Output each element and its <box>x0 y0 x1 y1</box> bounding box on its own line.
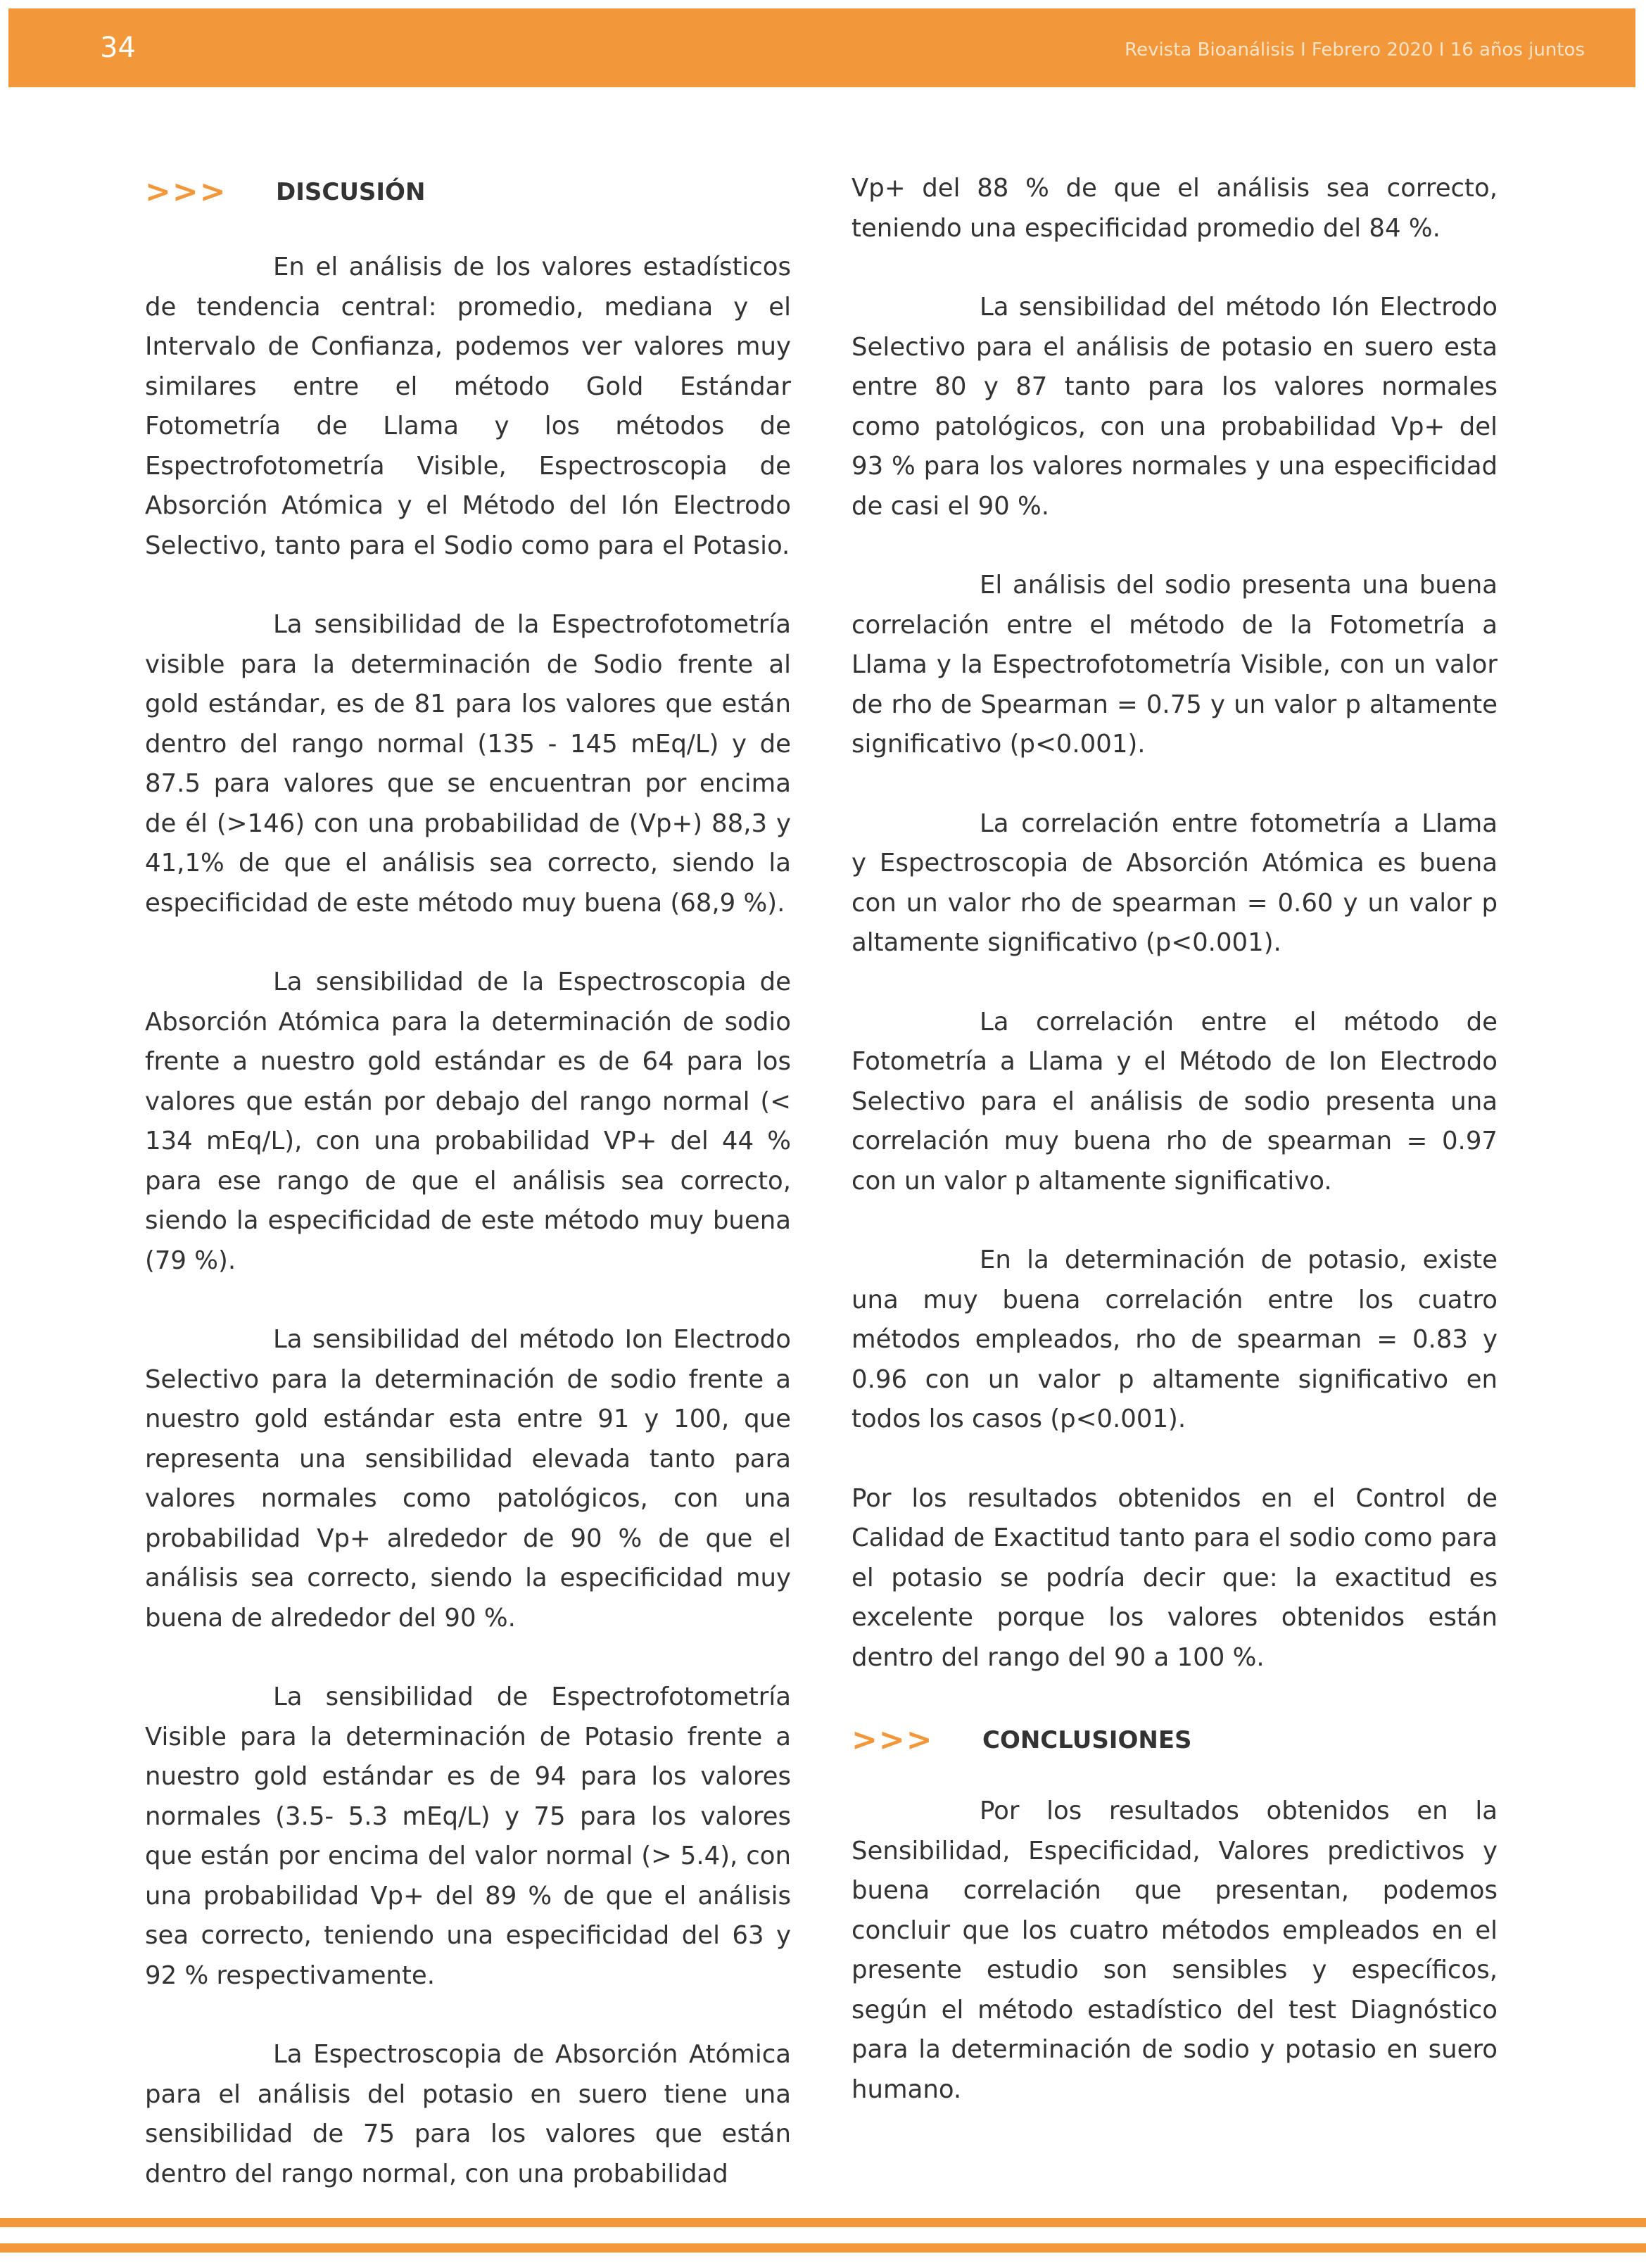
paragraph: La correlación entre fotometría a Llama y Espectroscopia de Absorción Atómica es buena con un valor rho de spearman = 0.60 y un valor p altamente significativo (p<0.001). <box>852 809 1498 957</box>
paragraph: La sensibilidad del método Ión Electrodo Selectivo para el análisis de potasio en suero esta entre 80 y 87 tanto para los valores normales como patológicos, con una probabilidad Vp+ del 93 % para los valores normales y una especificidad de casi el 90 %. <box>852 293 1498 521</box>
paragraph: El análisis del sodio presenta una buena correlación entre el método de la Fotometría a Llama y la Espectrofotometría Visible, con un valor de rho de Spearman = 0.75 y un valor p altamente significativo (p<0.001). <box>852 571 1498 759</box>
left-column <box>145 169 791 2234</box>
section-title: CONCLUSIONES <box>982 1726 1192 1754</box>
conclusions-heading <box>852 1717 1498 1763</box>
footer-line <box>0 2218 1646 2227</box>
paragraph: Por los resultados obtenidos en el Control de Calidad de Exactitud tanto para el sodio como para el potasio se podría decir que: la exactitud es excelente porque los valores obtenidos están dentro del rango del 90 a 100 %. <box>852 1483 1498 1672</box>
paragraph: Por los resultados obtenidos en la Sensibilidad, Especificidad, Valores predictivos y buena correlación que presentan, podemos concluir que los cuatro métodos empleados en el presente estudio son sensibles y específicos, según el método estadístico del test Diagnóstico para la determinación de sodio y potasio en suero humano. <box>852 1797 1498 2104</box>
paragraph: La sensibilidad de la Espectrofotometría visible para la determinación de Sodio frente al gold estándar, es de 81 para los valores que están dentro del rango normal (135 - 145 mEq/L) y de 87.5 para valores que se encuentran por encima de él (>146) con una probabilidad de (Vp+) 88,3 y 41,1% de que el análisis sea correcto, siendo la especificidad de este método muy buena (68,9 %). <box>145 610 791 918</box>
paragraph: En la determinación de potasio, existe una muy buena correlación entre los cuatro métodos empleados, rho de spearman = 0.83 y 0.96 con un valor p altamente significativo en todos los casos (p<0.001). <box>852 1246 1498 1433</box>
running-title: Revista Bioanálisis I Febrero 2020 I 16 años juntos <box>1125 39 1585 61</box>
chevron-right-icon: >>> <box>852 1722 934 1758</box>
paragraph: La sensibilidad de la Espectroscopia de Absorción Atómica para la determinación de sodio frente a nuestro gold estándar es de 64 para los valores que están por debajo del rango normal (< 134 mEq/L), con una probabilidad VP+ del 44 % para ese rango de que el análisis sea correcto, siendo la especificidad de este método muy buena (79 %). <box>145 968 791 1275</box>
paragraph-continuation: Vp+ del 88 % de que el análisis sea correcto, teniendo una especificidad promedio del 84 %. <box>852 174 1498 243</box>
paragraph: La sensibilidad del método Ion Electrodo Selectivo para la determinación de sodio frente a nuestro gold estándar esta entre 91 y 100, que representa una sensibilidad elevada tanto para valores normales como patológicos, con una probabilidad Vp+ alrededor de 90 % de que el análisis sea correcto, siendo la especificidad muy buena de alrededor del 90 %. <box>145 1325 791 1633</box>
discussion-heading <box>145 169 791 215</box>
section-title: DISCUSIÓN <box>276 178 426 206</box>
right-column <box>852 169 1498 2149</box>
paragraph: En el análisis de los valores estadísticos de tendencia central: promedio, mediana y el Intervalo de Confianza, podemos ver valores muy similares entre el método Gold Estándar Fotometría de Llama y los métodos de Espectrofotometría Visible, Espectroscopia de Absorción Atómica y el Método del Ión Electrodo Selectivo, tanto para el Sodio como para el Potasio. <box>145 253 791 560</box>
page-number: 34 <box>100 32 136 64</box>
footer-line <box>0 2243 1646 2253</box>
paragraph: La Espectroscopia de Absorción Atómica para el análisis del potasio en suero tiene una sensibilidad de 75 para los valores que están dentro del rango normal, con una probabilidad <box>145 2040 791 2188</box>
header-bar <box>8 8 1635 87</box>
paragraph: La correlación entre el método de Fotometría a Llama y el Método de Ion Electrodo Selectivo para el análisis de sodio presenta una correlación muy buena rho de spearman = 0.97 con un valor p altamente significativo. <box>852 1007 1498 1196</box>
chevron-right-icon: >>> <box>145 174 227 210</box>
paragraph: La sensibilidad de Espectrofotometría Visible para la determinación de Potasio frente a nuestro gold estándar es de 94 para los valores normales (3.5- 5.3 mEq/L) y 75 para los valores que están por encima del valor normal (> 5.4), con una probabilidad Vp+ del 89 % de que el análisis sea correcto, teniendo una especificidad del 63 y 92 % respectivamente. <box>145 1683 791 1990</box>
